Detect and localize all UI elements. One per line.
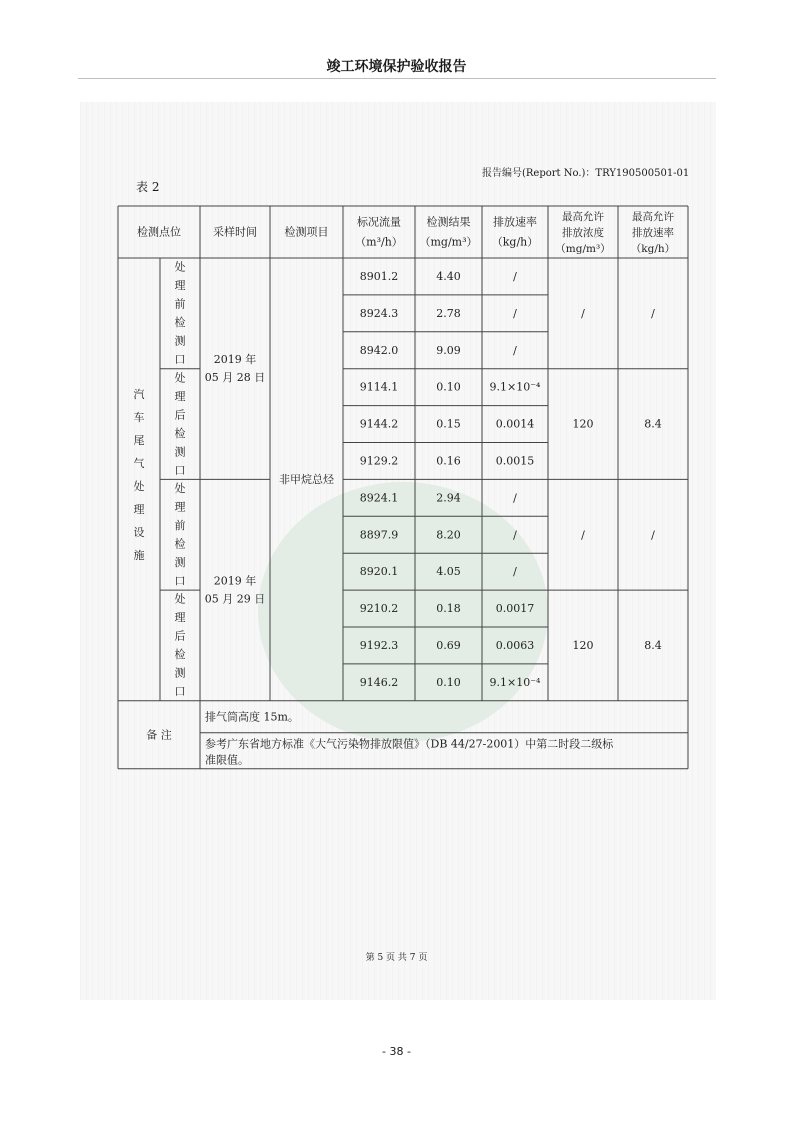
page-footer: - 38 - [382,1045,411,1058]
rate-value: 9.1×10⁻⁴ [489,380,541,394]
header-result: （mg/m³） [419,235,478,249]
facility-char: 车 [133,411,145,425]
limit-conc: 120 [572,638,594,652]
result-value: 0.10 [436,675,461,689]
rate-value: / [513,269,517,283]
facility-char: 尾 [133,434,145,448]
facility-char: 施 [133,549,145,563]
limit-conc: / [581,306,585,320]
limit-conc: / [581,528,585,542]
port-char: 理 [174,500,186,514]
port-char: 处 [174,371,186,385]
port-char: 检 [174,316,186,330]
port-char: 口 [174,353,186,367]
flow-value: 9144.2 [359,417,399,431]
header-rate: 排放速率 [493,215,537,229]
sampling-date: 2019 年 [213,353,257,367]
flow-value: 9146.2 [359,675,399,689]
remarks-text: 参考广东省地方标准《大气污染物排放限值》（DB 44/27-2001）中第二时段二级标 [205,737,614,751]
port-char: 检 [174,426,186,440]
facility-char: 处 [133,480,145,494]
rate-value: / [513,565,517,579]
port-char: 检 [174,537,186,551]
header-max-rate: 最高允许 [632,211,674,223]
header-point: 检测点位 [137,225,181,239]
port-char: 测 [174,334,186,348]
facility-char: 设 [133,526,145,540]
rate-value: 0.0014 [495,417,535,431]
rate-value: / [513,491,517,505]
header-max-rate: 排放速率 [632,227,674,239]
port-char: 处 [174,260,186,274]
flow-value: 8924.3 [359,306,399,320]
result-value: 8.20 [436,528,461,542]
header-max-rate: （kg/h） [630,243,676,255]
flow-value: 8901.2 [359,269,399,283]
port-char: 理 [174,611,186,625]
facility-char: 气 [133,457,145,471]
result-value: 4.40 [436,269,461,283]
port-char: 后 [174,408,186,422]
result-value: 0.18 [436,602,461,616]
limit-rate: / [651,528,655,542]
port-char: 口 [174,463,186,477]
rate-value: 9.1×10⁻⁴ [489,675,541,689]
port-char: 检 [174,648,186,662]
rate-value: / [513,343,517,357]
document-header: 竣工环境保护验收报告 [326,59,467,75]
flow-value: 9129.2 [359,454,399,468]
flow-value: 8942.0 [359,343,399,357]
sampling-date: 05 月 28 日 [204,371,266,385]
flow-value: 8897.9 [359,528,399,542]
port-char: 理 [174,389,186,403]
report-number: 报告编号(Report No.)：TRY190500501-01 [482,168,690,179]
port-char: 处 [174,482,186,495]
flow-value: 8924.1 [359,491,399,505]
flow-value: 8920.1 [359,565,399,579]
sampling-date: 05 月 29 日 [204,592,266,606]
rate-value: 0.0017 [495,602,535,616]
result-value: 0.16 [436,454,461,468]
limit-rate: 8.4 [644,638,662,652]
header-flow: 标况流量 [357,215,401,229]
facility-char: 汽 [133,388,145,402]
remarks-label: 备 注 [146,728,172,742]
port-char: 测 [174,666,186,680]
result-value: 9.09 [436,343,461,357]
header-flow: （m³/h） [355,235,403,249]
port-char: 测 [174,445,186,459]
port-char: 处 [174,592,186,606]
result-value: 0.15 [436,417,461,431]
limit-conc: 120 [572,417,594,431]
facility-char: 理 [133,503,145,517]
port-char: 前 [174,297,186,311]
header-rate: （kg/h） [491,235,539,249]
rate-value: 0.0015 [495,454,535,468]
limit-rate: 8.4 [644,417,662,431]
header-max-conc: （mg/m³） [555,243,611,255]
rate-value: / [513,528,517,542]
header-time: 采样时间 [213,225,257,239]
flow-value: 9192.3 [359,638,399,652]
test-item: 非甲烷总烃 [279,472,334,486]
page-number: 第 5 页 共 7 页 [365,953,428,963]
result-value: 2.78 [436,306,461,320]
result-value: 4.05 [436,565,461,579]
header-max-conc: 排放浓度 [562,227,604,239]
rate-value: 0.0063 [495,638,535,652]
flow-value: 9114.1 [359,380,399,394]
port-char: 前 [174,519,186,532]
port-char: 口 [174,685,186,699]
remarks-text: 准限值。 [205,753,249,767]
header-item: 检测项目 [284,225,329,239]
port-char: 理 [174,279,186,293]
header-result: 检测结果 [426,215,471,229]
result-value: 0.69 [436,638,461,652]
sampling-date: 2019 年 [213,574,257,588]
port-char: 测 [174,556,186,569]
result-value: 2.94 [436,491,461,505]
header-max-conc: 最高允许 [562,211,604,223]
remarks-text: 排气筒高度 15m。 [205,710,299,724]
limit-rate: / [651,306,655,320]
result-value: 0.10 [436,380,461,394]
rate-value: / [513,306,517,320]
flow-value: 9210.2 [359,602,399,616]
table-title: 表 2 [136,180,160,194]
port-char: 后 [174,629,186,643]
port-char: 口 [174,574,186,588]
